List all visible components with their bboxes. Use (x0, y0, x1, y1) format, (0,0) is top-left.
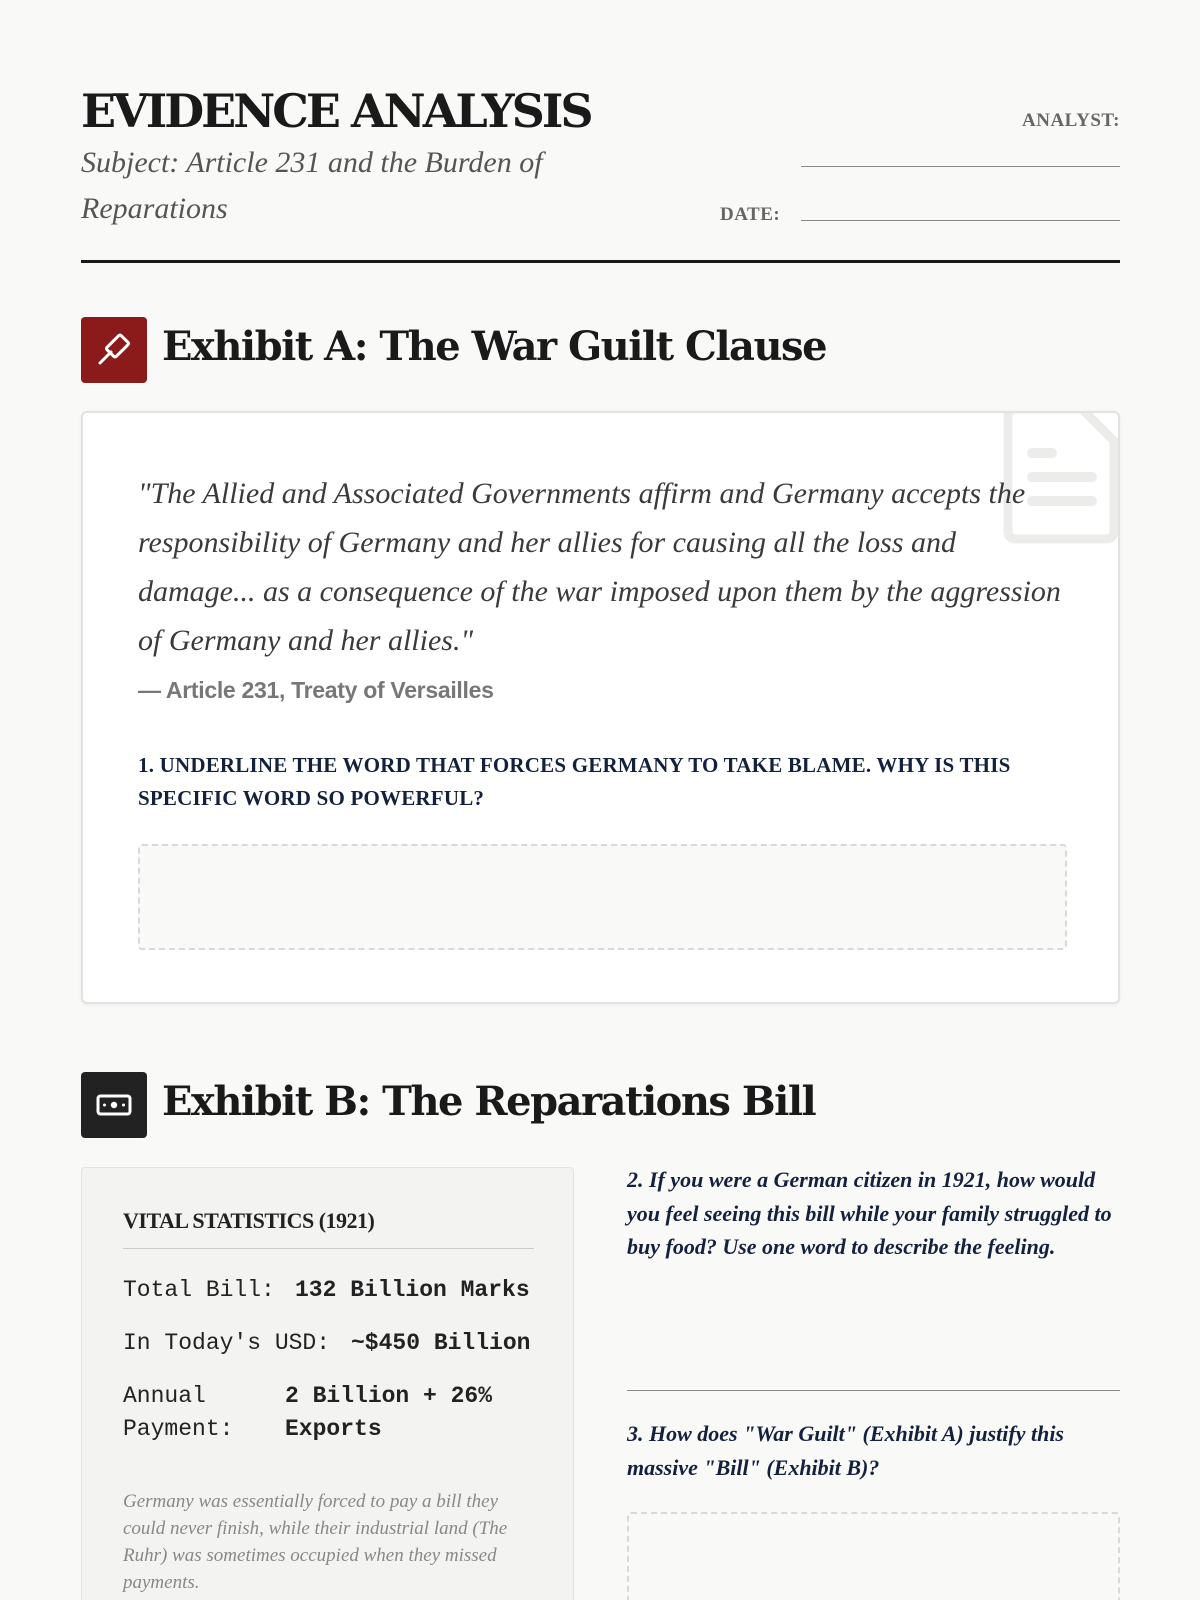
exhibit-a-title: Exhibit A: The War Guilt Clause (162, 323, 827, 370)
quote-attribution: — Article 231, Treaty of Versailles (138, 677, 494, 703)
worksheet-page (81, 0, 1120, 1600)
stat-value: 2 Billion + 26% Exports (285, 1383, 493, 1442)
analyst-field-line[interactable] (801, 166, 1120, 167)
stat-label: Annual Payment: (123, 1383, 234, 1442)
question-1: 1. UNDERLINE THE WORD THAT FORCES GERMANY TO TAKE BLAME. WHY IS THIS SPECIFIC WORD SO POWERFUL? (138, 753, 1011, 810)
date-field-line[interactable] (801, 220, 1120, 221)
exhibit-a-heading (81, 317, 1120, 383)
stat-value: ~$450 Billion (351, 1330, 531, 1356)
primary-source-quote: "The Allied and Associated Governments affirm and Germany accepts the responsibility of Germany and her allies for causing all the loss and damage... as a consequence of the war imposed upon them by the aggression of Germany and her allies." (138, 477, 1061, 657)
vital-statistics-card (81, 1167, 574, 1600)
stat-value: 132 Billion Marks (295, 1277, 530, 1303)
stats-note: Germany was essentially forced to pay a bill they could never finish, while their industrial land (The Ruhr) was sometimes occupied when they missed payments. (123, 1491, 508, 1593)
question-2: 2. If you were a German citizen in 1921, how would you feel seeing this bill while your family struggled to buy food? Use one word to describe the feeling. (627, 1167, 1112, 1259)
worksheet-header (81, 0, 1120, 264)
date-label: DATE: (720, 204, 781, 225)
stats-heading: VITAL STATISTICS (1921) (123, 1208, 375, 1233)
header-divider (81, 260, 1120, 263)
page-title: EVIDENCE ANALYSIS (81, 84, 591, 138)
answer-1-box[interactable] (138, 844, 1067, 950)
answer-2-line[interactable] (627, 1390, 1120, 1391)
exhibit-a-card (81, 411, 1120, 1004)
stats-divider (123, 1248, 534, 1249)
page-subtitle: Subject: Article 231 and the Burden of Reparations (81, 146, 543, 225)
stat-label: Total Bill: (123, 1277, 275, 1303)
banknote-icon (81, 1072, 147, 1138)
exhibit-b-title: Exhibit B: The Reparations Bill (162, 1078, 816, 1125)
gavel-icon (81, 317, 147, 383)
question-3: 3. How does "War Guilt" (Exhibit A) justify this massive "Bill" (Exhibit B)? (627, 1421, 1064, 1480)
analyst-label: ANALYST: (1022, 110, 1120, 131)
answer-3-box[interactable] (627, 1512, 1120, 1600)
exhibit-b-heading (81, 1072, 1120, 1138)
stat-label: In Today's USD: (123, 1330, 331, 1356)
